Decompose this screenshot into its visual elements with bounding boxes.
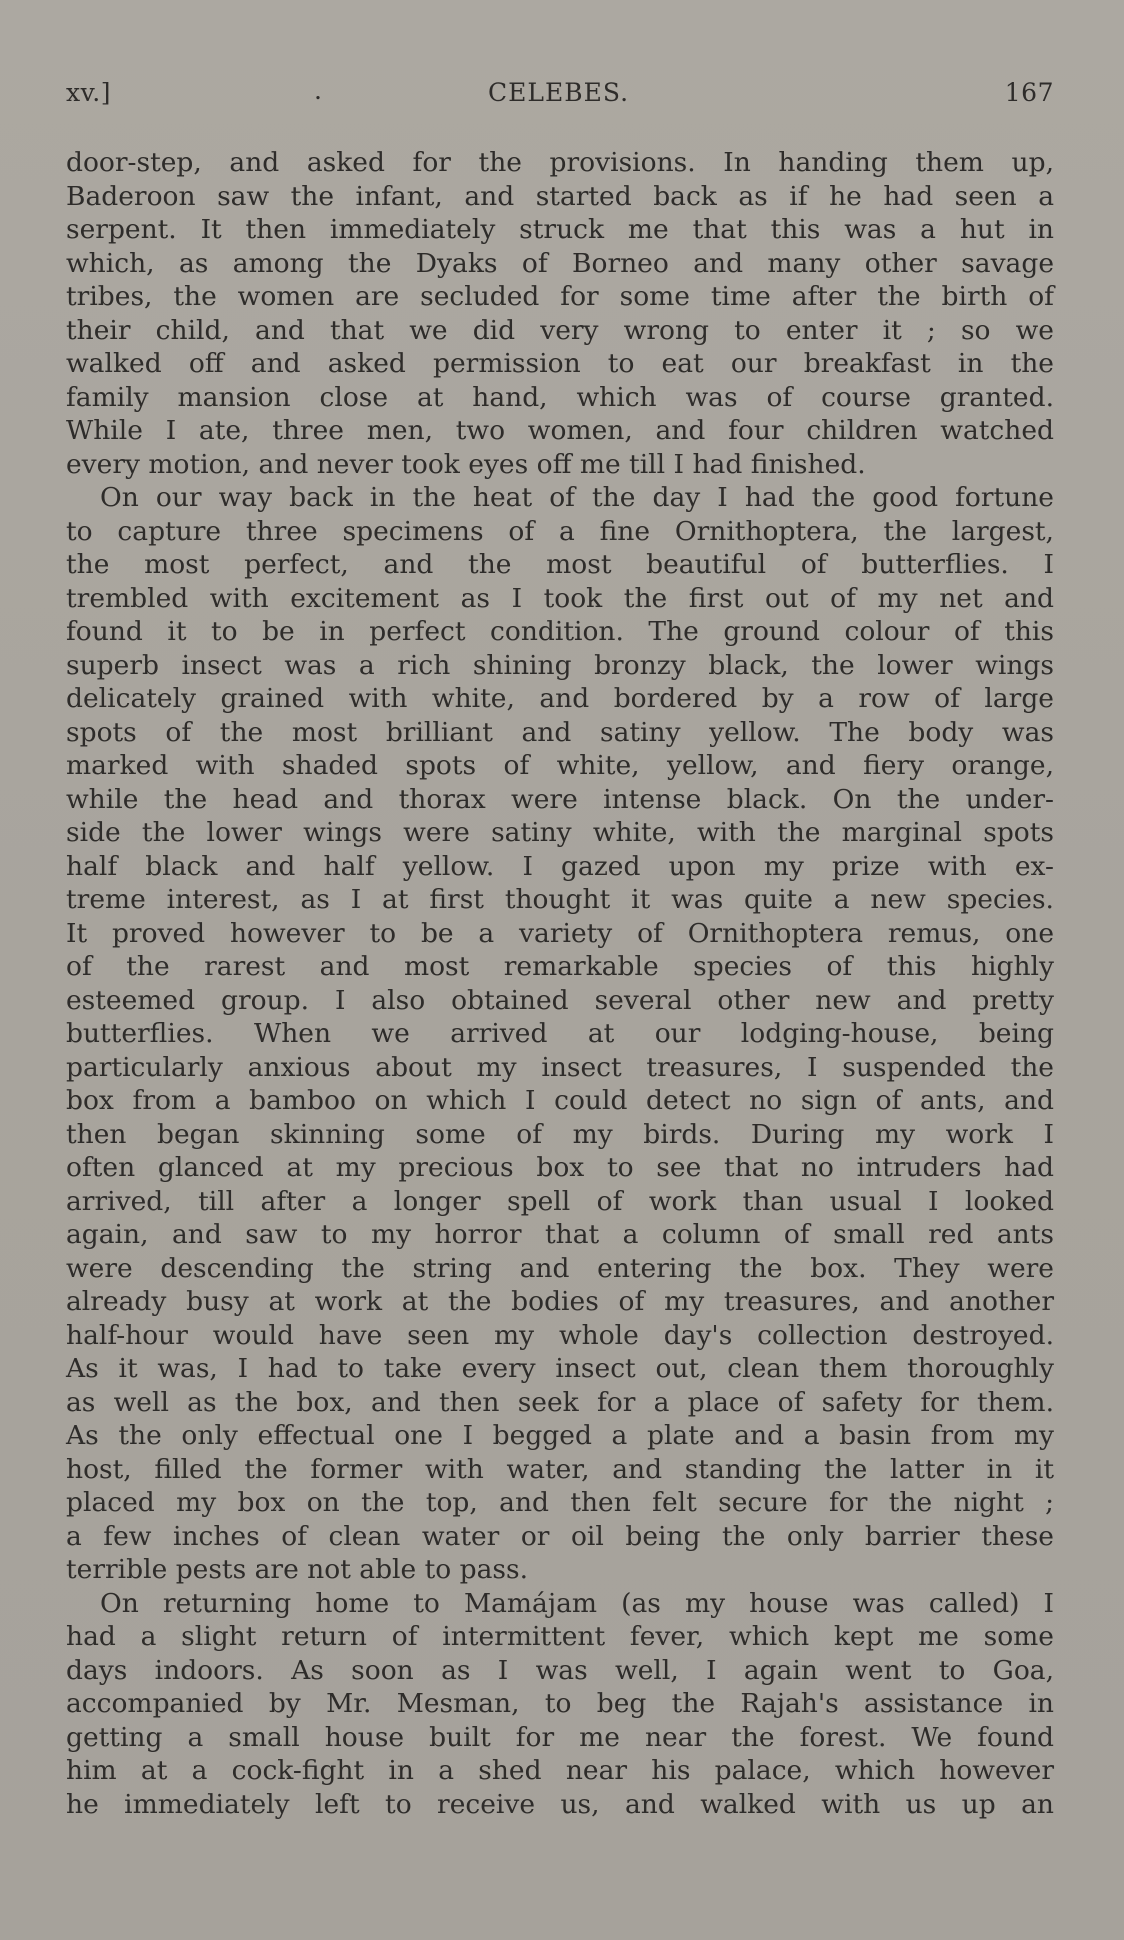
text-line: esteemed group. I also obtained several other new and pretty bbox=[66, 984, 1054, 1016]
text-line: the most perfect, and the most beautiful of butterflies. I bbox=[66, 549, 1054, 580]
text-line: box from a bamboo on which I could detect no sign of ants, and bbox=[66, 1085, 1054, 1116]
text-line: days indoors. As soon as I was well, I again went to Goa, bbox=[66, 1654, 1054, 1686]
text-line: their child, and that we did very wrong to enter it ; so we bbox=[66, 314, 1054, 346]
text-line: host, filled the former with water, and standing the latter in it bbox=[66, 1453, 1054, 1485]
text-line: treme interest, as I at first thought it was quite a new species. bbox=[66, 884, 1054, 915]
running-title: CELEBES. bbox=[488, 78, 630, 107]
text-line: marked with shaded spots of white, yellow, and fiery orange, bbox=[66, 750, 1054, 781]
text-line: of the rarest and most remarkable species of this highly bbox=[66, 951, 1054, 982]
text-line: door-step, and asked for the provisions. In handing them up, bbox=[66, 147, 1054, 178]
text-line: superb insect was a rich shining bronzy black, the lower wings bbox=[66, 649, 1054, 681]
text-line: then began skinning some of my birds. During my work I bbox=[66, 1118, 1054, 1150]
text-line: tribes, the women are secluded for some time after the birth of bbox=[66, 281, 1054, 312]
text-line: serpent. It then immediately struck me that this was a hut in bbox=[66, 214, 1054, 245]
text-line: walked off and asked permission to eat our breakfast in the bbox=[66, 348, 1054, 379]
text-line: As the only effectual one I begged a plate and a basin from my bbox=[66, 1420, 1054, 1451]
header-dot: . bbox=[314, 76, 323, 105]
text-line: while the head and thorax were intense black. On the under- bbox=[66, 783, 1054, 815]
text-line: as well as the box, and then seek for a place of safety for them. bbox=[66, 1386, 1054, 1418]
text-line: arrived, till after a longer spell of work than usual I looked bbox=[66, 1185, 1054, 1217]
text-line: half black and half yellow. I gazed upon my prize with ex- bbox=[66, 850, 1054, 882]
text-line: to capture three specimens of a fine Ornithoptera, the largest, bbox=[66, 515, 1054, 547]
text-line: Baderoon saw the infant, and started back as if he had seen a bbox=[66, 180, 1054, 212]
text-line: already busy at work at the bodies of my treasures, and another bbox=[66, 1286, 1054, 1317]
text-line: often glanced at my precious box to see that no intruders had bbox=[66, 1152, 1054, 1183]
body-text bbox=[66, 146, 1054, 1821]
paragraph-start-line: On returning home to Mamájam (as my house was called) I bbox=[100, 1587, 1054, 1619]
text-line: he immediately left to receive us, and walked with us up an bbox=[66, 1788, 1054, 1820]
chapter-number: xv.] bbox=[66, 78, 111, 107]
text-line: delicately grained with white, and bordered by a row of large bbox=[66, 683, 1054, 714]
text-line: butterflies. When we arrived at our lodging-house, being bbox=[66, 1018, 1054, 1049]
text-line: It proved however to be a variety of Ornithoptera remus, one bbox=[66, 917, 1054, 949]
text-line: half-hour would have seen my whole day's collection destroyed. bbox=[66, 1319, 1054, 1351]
text-line: found it to be in perfect condition. The ground colour of this bbox=[66, 616, 1054, 647]
text-line: getting a small house built for me near the forest. We found bbox=[66, 1721, 1054, 1753]
text-line: every motion, and never took eyes off me till I had finished. bbox=[66, 448, 866, 480]
text-line: him at a cock-fight in a shed near his palace, which however bbox=[66, 1755, 1054, 1786]
text-line: which, as among the Dyaks of Borneo and many other savage bbox=[66, 247, 1054, 279]
paragraph-start-line: On our way back in the heat of the day I had the good fortune bbox=[100, 482, 1054, 513]
text-line: While I ate, three men, two women, and four children watched bbox=[66, 415, 1054, 446]
text-line: spots of the most brilliant and satiny yellow. The body was bbox=[66, 716, 1054, 748]
text-line: accompanied by Mr. Mesman, to beg the Rajah's assistance in bbox=[66, 1688, 1054, 1719]
text-line: As it was, I had to take every insect out, clean them thoroughly bbox=[66, 1353, 1054, 1384]
text-line: placed my box on the top, and then felt secure for the night ; bbox=[66, 1487, 1054, 1518]
text-line: had a slight return of intermittent fever, which kept me some bbox=[66, 1621, 1054, 1652]
text-line: a few inches of clean water or oil being the only barrier these bbox=[66, 1520, 1054, 1552]
text-line: again, and saw to my horror that a column of small red ants bbox=[66, 1219, 1054, 1250]
page-number: 167 bbox=[1004, 78, 1054, 107]
text-line: particularly anxious about my insect treasures, I suspended the bbox=[66, 1051, 1054, 1083]
text-line: side the lower wings were satiny white, with the marginal spots bbox=[66, 817, 1054, 848]
text-line: terrible pests are not able to pass. bbox=[66, 1554, 529, 1585]
text-line: trembled with excitement as I took the first out of my net and bbox=[66, 582, 1054, 614]
text-line: were descending the string and entering the box. They were bbox=[66, 1252, 1054, 1284]
text-line: family mansion close at hand, which was of course granted. bbox=[66, 381, 1054, 413]
running-head bbox=[66, 78, 1054, 118]
